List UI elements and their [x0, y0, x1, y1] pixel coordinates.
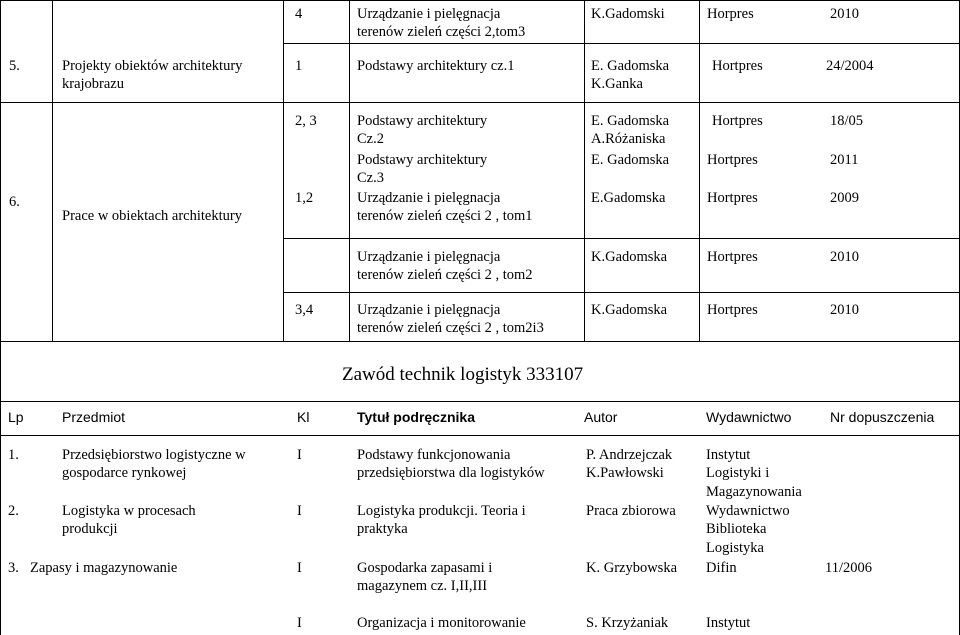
- author-cell: K. Grzybowska: [586, 560, 678, 576]
- title-cell: Gospodarka zapasami i: [357, 560, 493, 576]
- section-title: Zawód technik logistyk 333107: [342, 364, 584, 385]
- author-cell: K.Gadomska: [591, 249, 668, 265]
- title-cell: Podstawy funkcjonowania: [357, 447, 511, 463]
- publisher-cell: Hortpres: [707, 190, 758, 206]
- lp-cell: 6.: [9, 194, 20, 210]
- title-cell: Podstawy architektury: [357, 113, 488, 129]
- kl-cell: I: [297, 560, 302, 576]
- publisher-cell: Horpres: [707, 6, 754, 22]
- title-cell: Logistyka produkcji. Teoria i: [357, 503, 526, 519]
- header-title: Tytuł podręcznika: [357, 409, 475, 425]
- publisher-cell: Instytut: [706, 615, 751, 631]
- title-cell: Organizacja i monitorowanie: [357, 615, 526, 631]
- kl-cell: 3,4: [295, 302, 314, 318]
- number-cell: 2010: [830, 302, 859, 318]
- lp-cell: 1.: [8, 447, 19, 463]
- publisher-cell: Biblioteka: [706, 521, 767, 537]
- publisher-cell: Logistyki i: [706, 465, 770, 481]
- title-cell: praktyka: [357, 521, 408, 537]
- subject-cell: Zapasy i magazynowanie: [30, 560, 178, 576]
- number-cell: 24/2004: [826, 58, 874, 74]
- author-cell: E. Gadomska: [591, 113, 670, 129]
- publisher-cell: Wydawnictwo: [706, 503, 790, 519]
- author-cell: S. Krzyżaniak: [586, 615, 669, 631]
- title-cell: przedsiębiorstwa dla logistyków: [357, 465, 545, 481]
- author-cell: Praca zbiorowa: [586, 503, 676, 519]
- kl-cell: 1: [295, 58, 303, 74]
- header-number: Nr dopuszczenia: [830, 409, 935, 425]
- title-cell: Cz.2: [357, 131, 384, 147]
- publisher-cell: Hortpres: [712, 113, 763, 129]
- author-cell: A.Różaniska: [591, 131, 666, 147]
- lp-cell: 3.: [8, 560, 19, 576]
- title-cell: terenów zieleń części 2 , tom2i3: [357, 320, 544, 336]
- title-cell: magazynem cz. I,II,III: [357, 578, 488, 594]
- subject-cell: Logistyka w procesach: [62, 503, 196, 519]
- publisher-cell: Hortpres: [707, 152, 758, 168]
- subject-cell: Przedsiębiorstwo logistyczne w: [62, 447, 246, 463]
- kl-cell: 4: [295, 6, 303, 22]
- subject-cell: Prace w obiektach architektury: [62, 208, 242, 224]
- publisher-cell: Magazynowania: [706, 484, 802, 500]
- header-subject: Przedmiot: [62, 409, 126, 425]
- title-cell: terenów zieleń części 2 , tom2: [357, 267, 533, 283]
- title-cell: Cz.3: [357, 170, 384, 186]
- title-cell: terenów zieleń części 2 , tom1: [357, 208, 533, 224]
- author-cell: K.Ganka: [591, 76, 643, 92]
- lp-cell: 2.: [8, 503, 19, 519]
- kl-cell: I: [297, 503, 302, 519]
- lp-cell: 5.: [9, 58, 20, 74]
- subject-cell: gospodarce rynkowej: [62, 465, 187, 481]
- number-cell: 2011: [830, 152, 859, 168]
- title-cell: terenów zieleń części 2,tom3: [357, 24, 526, 40]
- header-kl: Kl: [297, 409, 310, 425]
- title-cell: Urządzanie i pielęgnacja: [357, 302, 501, 318]
- header-author: Autor: [584, 409, 618, 425]
- subject-cell: Projekty obiektów architektury: [62, 58, 243, 74]
- number-cell: 11/2006: [825, 560, 872, 576]
- author-cell: E. Gadomska: [591, 152, 670, 168]
- author-cell: K.Gadomska: [591, 302, 668, 318]
- kl-cell: 2, 3: [295, 113, 317, 129]
- publisher-cell: Logistyka: [706, 540, 764, 556]
- publisher-cell: Difin: [706, 560, 737, 576]
- publisher-cell: Hortpres: [707, 249, 758, 265]
- title-cell: Urządzanie i pielęgnacja: [357, 6, 501, 22]
- title-cell: Urządzanie i pielęgnacja: [357, 190, 501, 206]
- kl-cell: I: [297, 615, 302, 631]
- author-cell: E. Gadomska: [591, 58, 670, 74]
- number-cell: 2009: [830, 190, 859, 206]
- subject-cell: produkcji: [62, 521, 118, 537]
- title-cell: Urządzanie i pielęgnacja: [357, 249, 501, 265]
- header-lp: Lp: [8, 409, 24, 425]
- publisher-cell: Hortpres: [712, 58, 763, 74]
- author-cell: P. Andrzejczak: [586, 447, 673, 463]
- number-cell: 18/05: [830, 113, 864, 129]
- kl-cell: I: [297, 447, 302, 463]
- author-cell: E.Gadomska: [591, 190, 666, 206]
- title-cell: Podstawy architektury: [357, 152, 488, 168]
- author-cell: K.Gadomski: [591, 6, 665, 22]
- kl-cell: 1,2: [295, 190, 314, 206]
- title-cell: Podstawy architektury cz.1: [357, 58, 515, 74]
- number-cell: 2010: [830, 6, 859, 22]
- number-cell: 2010: [830, 249, 859, 265]
- publisher-cell: Instytut: [706, 447, 751, 463]
- author-cell: K.Pawłowski: [586, 465, 664, 481]
- header-publisher: Wydawnictwo: [706, 409, 792, 425]
- subject-cell: krajobrazu: [62, 76, 124, 92]
- publisher-cell: Hortpres: [707, 302, 758, 318]
